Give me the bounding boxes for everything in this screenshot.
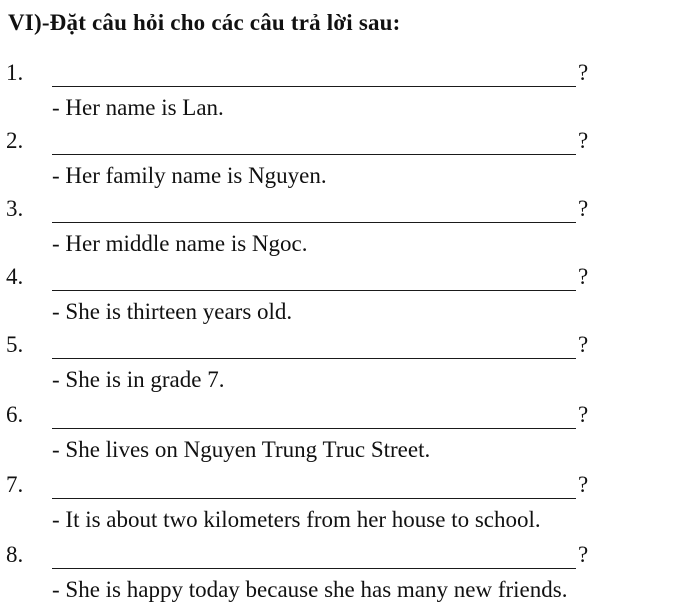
given-answer: - She is in grade 7. (52, 367, 225, 392)
question-item-8 (0, 542, 700, 610)
given-answer: - She is happy today because she has many new friends. (52, 577, 568, 602)
item-number: 1. (6, 60, 24, 85)
item-number: 8. (6, 542, 24, 567)
question-mark: ? (578, 542, 589, 567)
item-number: 6. (6, 402, 24, 427)
question-item-6 (0, 402, 700, 470)
given-answer: - It is about two kilometers from her house to school. (52, 507, 541, 532)
item-number: 7. (6, 472, 24, 497)
question-item-4 (0, 264, 700, 332)
question-item-3 (0, 196, 700, 264)
answer-blank-line[interactable] (52, 66, 576, 87)
item-number: 2. (6, 128, 24, 153)
question-item-1 (0, 60, 700, 128)
given-answer: - Her name is Lan. (52, 95, 224, 120)
question-mark: ? (578, 60, 589, 85)
question-mark: ? (578, 128, 589, 153)
question-item-2 (0, 128, 700, 196)
item-number: 3. (6, 196, 24, 221)
answer-blank-line[interactable] (52, 478, 576, 499)
question-mark: ? (578, 332, 589, 357)
answer-blank-line[interactable] (52, 408, 576, 429)
question-mark: ? (578, 472, 589, 497)
given-answer: - Her middle name is Ngoc. (52, 231, 308, 256)
question-item-7 (0, 472, 700, 540)
answer-blank-line[interactable] (52, 202, 576, 223)
answer-blank-line[interactable] (52, 548, 576, 569)
question-mark: ? (578, 264, 589, 289)
item-number: 4. (6, 264, 24, 289)
question-mark: ? (578, 196, 589, 221)
question-item-5 (0, 332, 700, 400)
exercise-title: VI)-Đặt câu hỏi cho các câu trả lời sau: (8, 10, 401, 35)
answer-blank-line[interactable] (52, 338, 576, 359)
answer-blank-line[interactable] (52, 270, 576, 291)
question-mark: ? (578, 402, 589, 427)
item-number: 5. (6, 332, 24, 357)
answer-blank-line[interactable] (52, 134, 576, 155)
given-answer: - Her family name is Nguyen. (52, 163, 327, 188)
given-answer: - She lives on Nguyen Trung Truc Street. (52, 437, 431, 462)
given-answer: - She is thirteen years old. (52, 299, 293, 324)
